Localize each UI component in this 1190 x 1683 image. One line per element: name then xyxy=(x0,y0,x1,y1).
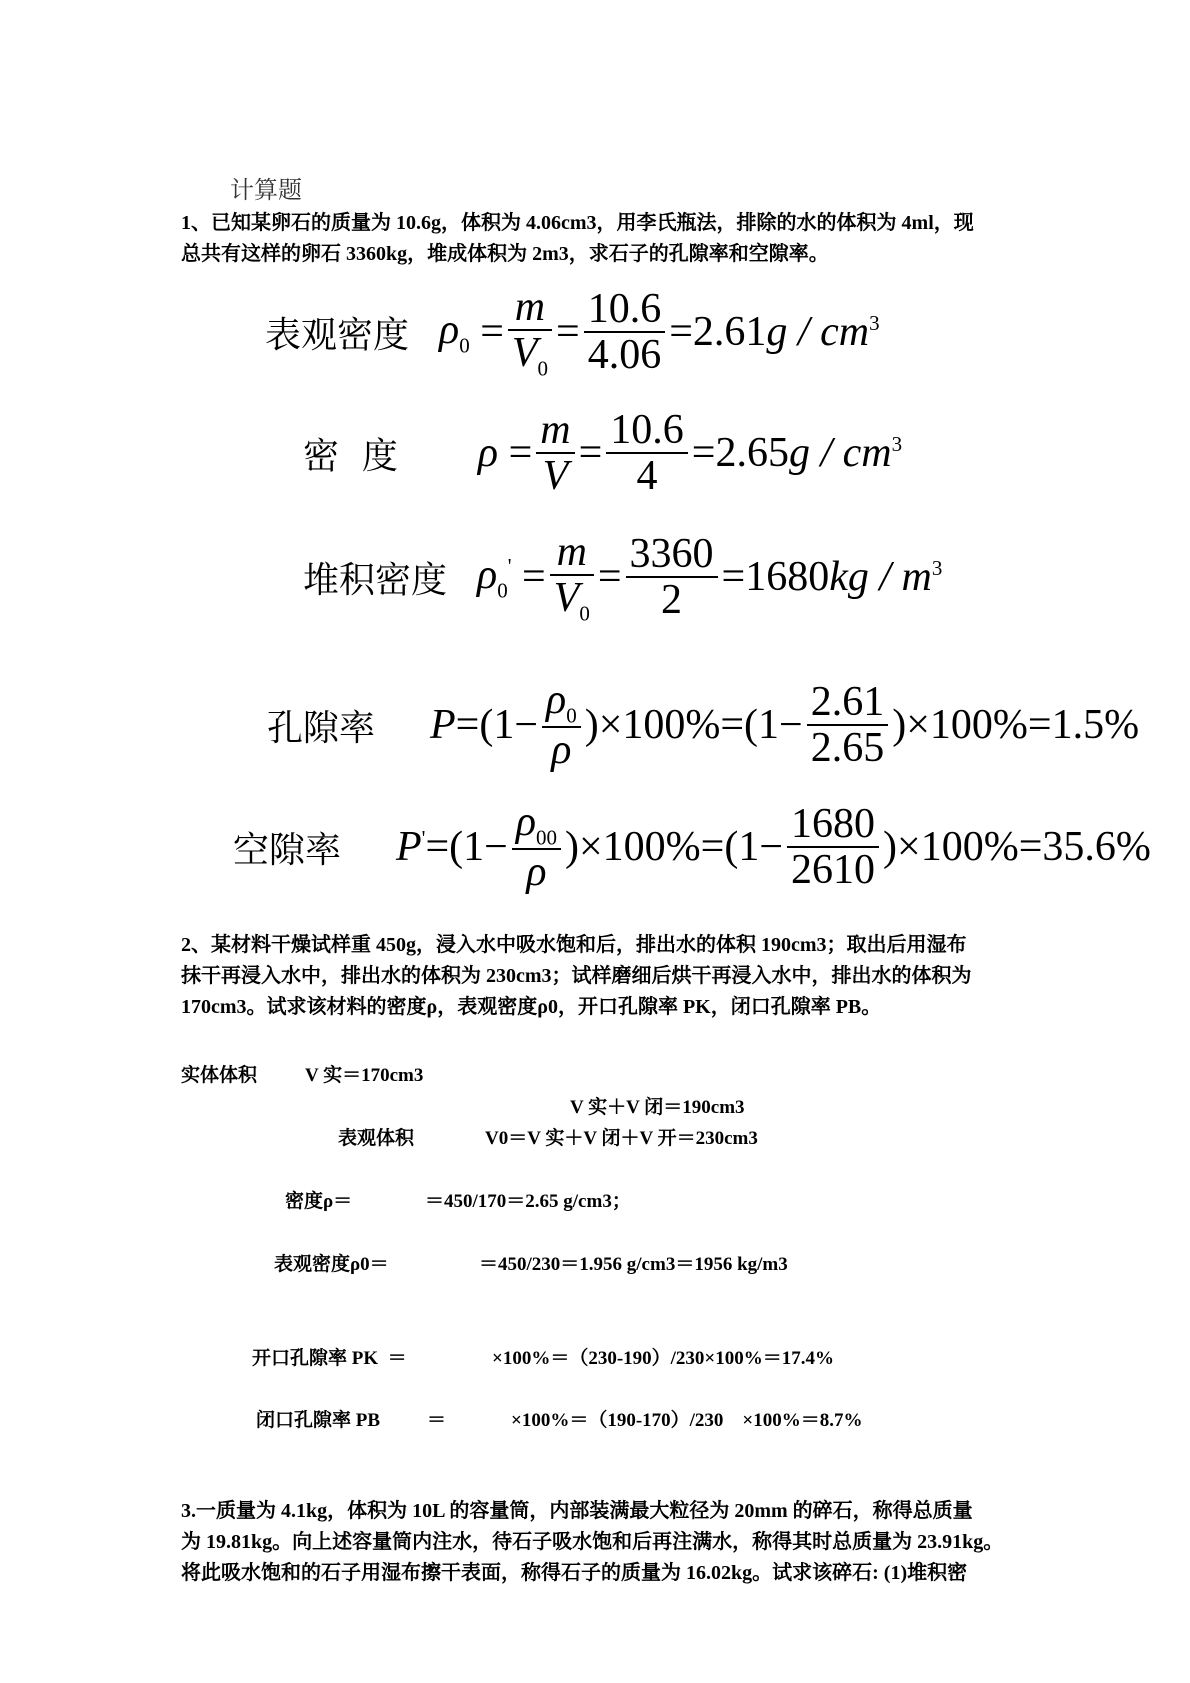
apparent-volume-value: V0＝V 实＋V 闭＋V 开＝230cm3 xyxy=(485,1128,758,1149)
closed-porosity-equals: ＝ xyxy=(427,1410,447,1431)
question-3-line: 为 19.81kg。向上述容量筒内注水，待石子吸水饱和后再注满水，称得其时总质量为 23.91kg。 xyxy=(181,1531,1004,1553)
question-3-line: 3.一质量为 4.1kg，体积为 10L 的容量筒，内部装满最大粒径为 20mm 的碎石，称得总质量 xyxy=(181,1500,973,1522)
question-1 xyxy=(181,208,974,270)
closed-porosity-value: ×100%＝（190-170）/230 ×100%＝8.7% xyxy=(511,1410,863,1431)
density-label: 密度ρ＝ xyxy=(285,1191,353,1212)
formula-result: 2.61 xyxy=(692,309,767,356)
formula-label: 密 度 xyxy=(303,435,398,477)
formula-lhs: P xyxy=(430,702,456,749)
formula-label: 表观密度 xyxy=(265,314,410,356)
question-3-line: 将此吸水饱和的石子用湿布擦干表面，称得石子的质量为 16.02kg。试求该碎石: (1)堆积密 xyxy=(181,1562,968,1584)
question-2-line: 170cm3。试求该材料的密度ρ，表观密度ρ0，开口孔隙率 PK，闭口孔隙率 PB。 xyxy=(181,996,882,1018)
formula-lhs: ρ xyxy=(477,430,499,477)
fraction: $\frac{m}{V}$ xyxy=(536,408,574,498)
closed-porosity-label: 闭口孔隙率 PB xyxy=(256,1410,381,1431)
formula-lhs: P' xyxy=(396,824,426,871)
formula-bulk-density: 堆积密度 $\rho_0'$ = $\frac{m}{V_0}$ = $\frac{3360}{2}$ = 1680 kg / $m^3$ xyxy=(303,529,943,626)
apparent-density-value: ＝450/230＝1.956 g/cm3＝1956 kg/m3 xyxy=(479,1254,788,1275)
question-2 xyxy=(181,930,972,1023)
fraction: $\frac{2.61}{2.65}$ xyxy=(807,680,889,770)
formula-result: )×100%=35.6% xyxy=(883,824,1151,871)
solid-volume-label: 实体体积 xyxy=(181,1065,258,1086)
fraction: $\frac{m}{V_0}$ xyxy=(508,285,552,380)
question-3 xyxy=(181,1496,1003,1589)
fraction: $\frac{m}{V_0}$ xyxy=(550,530,594,625)
formula-result: 2.65 xyxy=(715,430,789,477)
fraction: $\frac{\rho_{00}}{\rho}$ xyxy=(512,800,561,895)
formula-lhs: $\rho_0'$ xyxy=(477,552,512,603)
question-1-line: 1、已知某卵石的质量为 10.6g，体积为 4.06cm3，用李氏瓶法，排除的水的体积为 4ml，现 xyxy=(181,212,974,234)
question-2-line: 抹干再浸入水中，排出水的体积为 230cm3；试样磨细后烘干再浸入水中，排出水的体积为 xyxy=(181,965,972,987)
formula-result: 1680 xyxy=(745,554,830,601)
density-value: ＝450/170＝2.65 g/cm3； xyxy=(425,1191,631,1212)
formula-label: 堆积密度 xyxy=(303,559,448,601)
formula-result: )×100%=1.5% xyxy=(892,702,1140,749)
fraction: $\frac{10.6}{4.06}$ xyxy=(584,287,666,377)
formula-void-ratio: 空隙率 P' =(1− $\frac{\rho_{00}}{\rho}$ )×100%=(1− $\frac{1680}{2610}$ )×100%=35.6% xyxy=(233,799,1151,896)
formula-lhs: $\rho_0$ xyxy=(439,307,470,358)
fraction: $\frac{\rho_0}{\rho}$ xyxy=(542,678,581,773)
section-heading: 计算题 xyxy=(230,176,302,204)
formula-label: 孔隙率 xyxy=(267,707,376,749)
formula-density: 密 度 ρ = $\frac{m}{V}$ = $\frac{10.6}{4}$ = 2.65 g / $cm^3$ xyxy=(303,407,903,500)
formula-porosity: 孔隙率 P =(1− $\frac{\rho_0}{\rho}$ )×100%=(1− $\frac{2.61}{2.65}$ )×100%=1.5% xyxy=(267,677,1140,774)
formula-label: 空隙率 xyxy=(233,829,342,871)
question-1-line: 总共有这样的卵石 3360kg，堆成体积为 2m3，求石子的孔隙率和空隙率。 xyxy=(181,243,829,265)
fraction: $\frac{10.6}{4}$ xyxy=(606,408,688,498)
open-porosity-value: ×100%＝（230-190）/230×100%＝17.4% xyxy=(492,1348,835,1369)
solid-volume-value: V 实＝170cm3 xyxy=(305,1065,424,1086)
fraction: $\frac{3360}{2}$ xyxy=(626,532,718,622)
closed-volume-sum: V 实＋V 闭＝190cm3 xyxy=(570,1097,745,1118)
apparent-volume-label: 表观体积 xyxy=(338,1128,415,1149)
apparent-density-label: 表观密度ρ0＝ xyxy=(274,1254,389,1275)
fraction: $\frac{1680}{2610}$ xyxy=(787,802,879,892)
formula-apparent-density: 表观密度 $\rho_0$ = $\frac{m}{V_0}$ = $\frac{10.6}{4.06}$ = 2.61 g / $cm^3$ xyxy=(265,284,880,381)
question-2-line: 2、某材料干燥试样重 450g，浸入水中吸水饱和后，排出水的体积 190cm3；取出后用湿布 xyxy=(181,934,967,956)
open-porosity-label: 开口孔隙率 PK ＝ xyxy=(252,1348,407,1369)
